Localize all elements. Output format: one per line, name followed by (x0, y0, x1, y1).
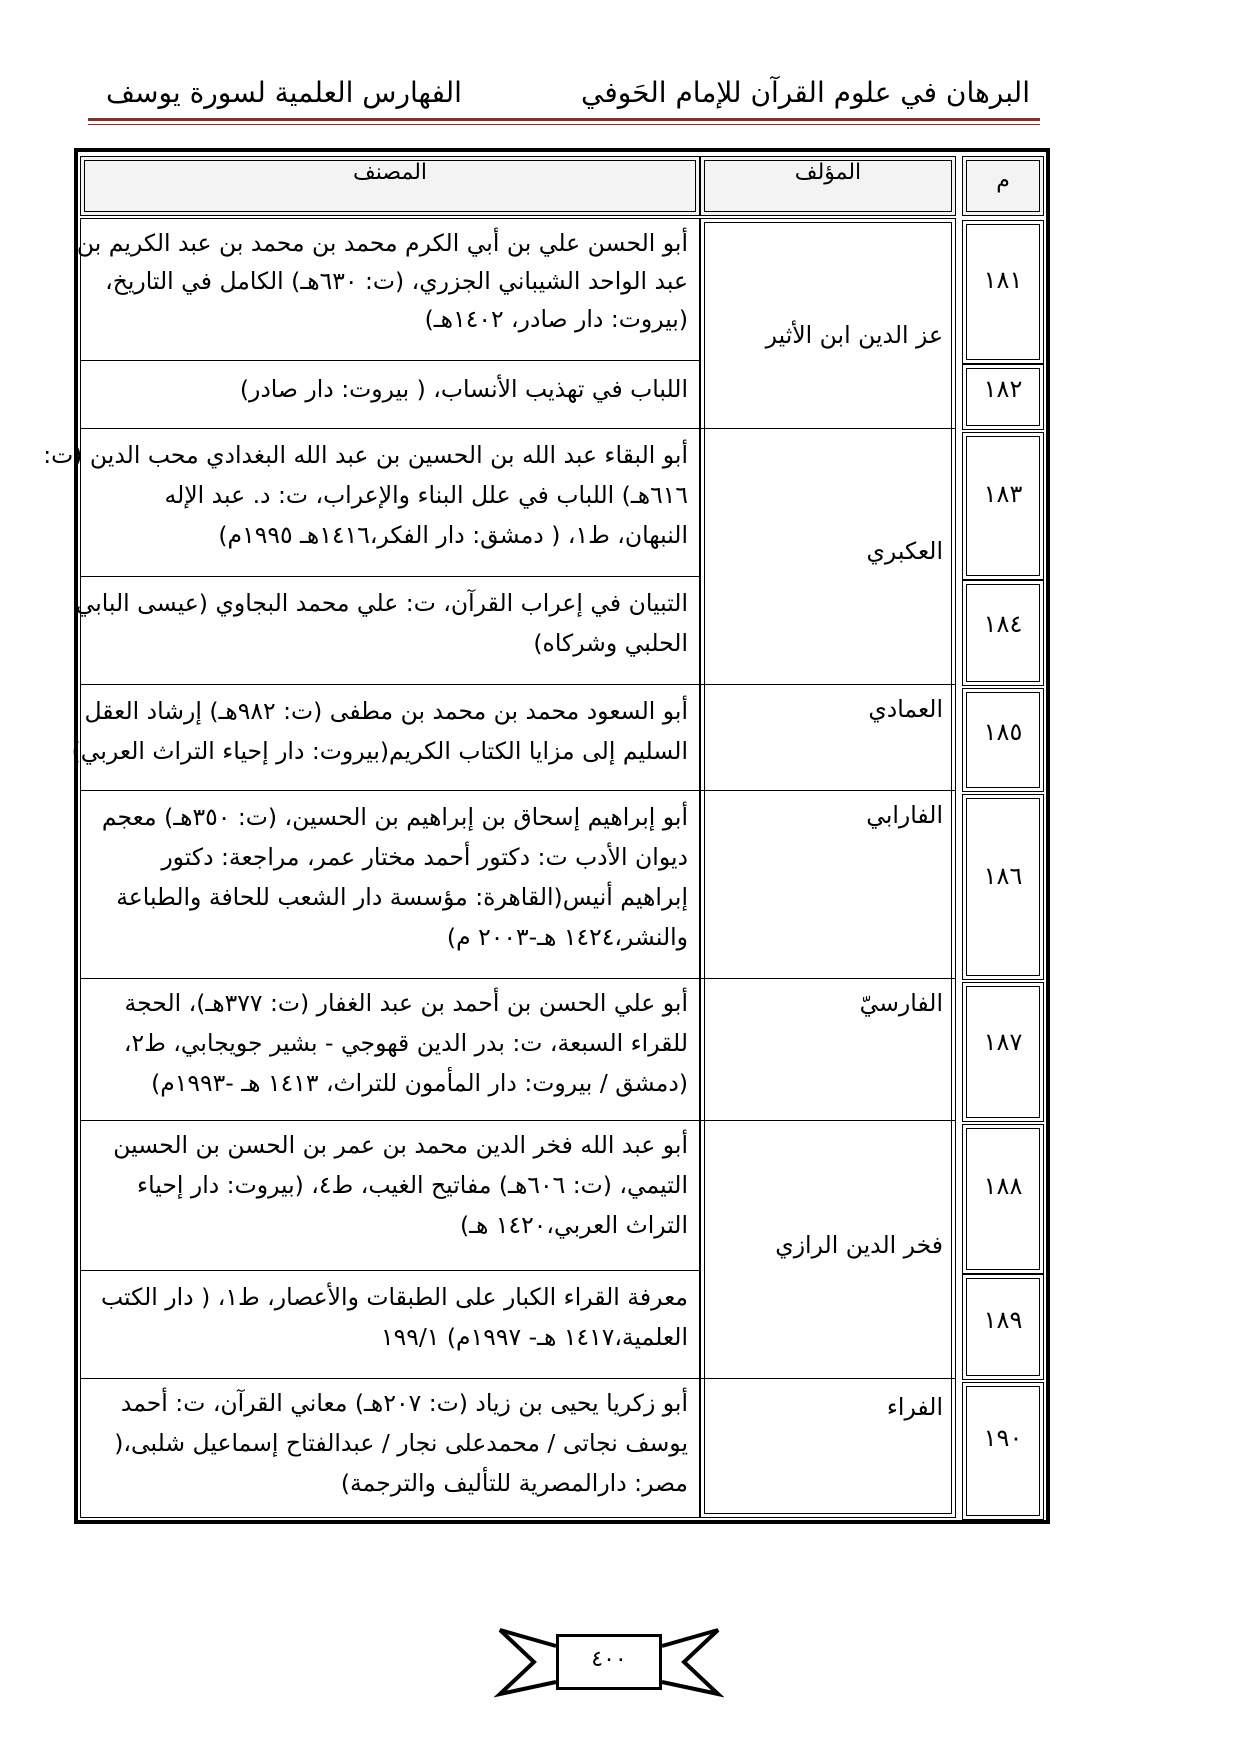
book-title: البرهان في علوم القرآن للإمام الحَوفي (580, 76, 1030, 109)
work-line: أبو السعود محمد بن محمد بن مطفى (ت: ٩٨٢هـ) إرشاد العقل (84, 697, 688, 725)
work-line: والنشر،١٤٢٤ هـ-٢٠٠٣ م) (446, 923, 688, 951)
row-divider (80, 360, 700, 361)
author-column (700, 218, 956, 1518)
author-name: العمادي (868, 695, 943, 723)
work-line: التراث العربي،١٤٢٠ هـ) (460, 1211, 688, 1239)
row-number: ١٨١ (983, 266, 1023, 294)
row-number: ١٨٨ (983, 1172, 1023, 1200)
row-divider (80, 1270, 700, 1271)
work-line: (بيروت: دار صادر، ١٤٠٢هـ) (424, 305, 688, 333)
row-divider (80, 684, 956, 685)
work-line: إبراهيم أنيس(القاهرة: مؤسسة دار الشعب للحافة والطباعة (116, 883, 688, 911)
work-line: للقراء السبعة، ت: بدر الدين قهوجي - بشير جويجابي، ط٢، (123, 1029, 688, 1057)
row-number: ١٨٤ (983, 610, 1023, 638)
header-rule (88, 118, 1040, 121)
row-number: ١٩٠ (983, 1424, 1023, 1452)
author-name: الفراء (886, 1393, 943, 1421)
row-number: ١٨٣ (983, 480, 1023, 508)
work-line: النبهان، ط١، ( دمشق: دار الفكر،١٤١٦هـ ١٩٩٥م) (218, 521, 688, 549)
work-line: التبيان في إعراب القرآن، ت: علي محمد البجاوي (عيسى البابي (75, 589, 688, 617)
row-divider (80, 1378, 956, 1379)
row-divider (80, 790, 956, 791)
work-line: اللباب في تهذيب الأنساب، ( بيروت: دار صادر) (239, 375, 688, 403)
page-number-ribbon (494, 1624, 724, 1704)
row-divider (80, 428, 956, 429)
work-line: التيمي، (ت: ٦٠٦هـ) مفاتيح الغيب، ط٤، (بيروت: دار إحياء (137, 1171, 688, 1199)
work-line: العلمية،١٤١٧ هـ- ١٩٩٧م) ١٩٩/١ (381, 1323, 688, 1351)
work-line: أبو علي الحسن بن أحمد بن عبد الغفار (ت: ٣٧٧هـ)، الحجة (124, 989, 688, 1017)
row-divider (80, 1120, 956, 1121)
work-line: أبو البقاء عبد الله بن الحسين بن عبد الله البغدادي محب الدين (ت: (43, 441, 688, 469)
num-column-label: م (996, 168, 1010, 193)
section-title: الفهارس العلمية لسورة يوسف (106, 76, 462, 109)
work-line: (دمشق / بيروت: دار المأمون للتراث، ١٤١٣ هـ -١٩٩٣م) (151, 1069, 688, 1097)
row-divider (80, 978, 956, 979)
work-line: ٦١٦هـ) اللباب في علل البناء والإعراب، ت: د. عبد الإله (164, 481, 688, 509)
row-number: ١٨٩ (983, 1306, 1023, 1334)
work-line: أبو إبراهيم إسحاق بن إبراهيم بن الحسين، (ت: ٣٥٠هـ) معجم (101, 803, 688, 831)
author-name: عز الدين ابن الأثير (765, 321, 943, 349)
author-name: الفارابي (866, 801, 943, 829)
work-line: معرفة القراء الكبار على الطبقات والأعصار، ط١، ( دار الكتب (100, 1283, 688, 1311)
row-number: ١٨٧ (983, 1028, 1023, 1056)
work-line: يوسف نجاتى / محمدعلى نجار / عبدالفتاح إسماعيل شلبى،( (114, 1429, 688, 1457)
row-number: ١٨٦ (983, 862, 1023, 890)
author-name: فخر الدين الرازي (775, 1231, 943, 1259)
work-line: أبو الحسن علي بن أبي الكرم محمد بن محمد بن عبد الكريم بن (76, 229, 688, 257)
author-column-label: المؤلف (794, 160, 862, 185)
row-number: ١٨٢ (983, 375, 1023, 403)
work-line: السليم إلى مزايا الكتاب الكريم(بيروت: دار إحياء التراث العربي) (71, 737, 688, 765)
work-line: الحلبي وشركاه) (533, 629, 688, 657)
work-line: عبد الواحد الشيباني الجزري، (ت: ٦٣٠هـ) الكامل في التاريخ، (105, 267, 688, 295)
work-line: ديوان الأدب ت: دكتور أحمد مختار عمر، مراجعة: دكتور (161, 843, 688, 871)
row-divider (80, 576, 700, 577)
work-line: أبو عبد الله فخر الدين محمد بن عمر بن الحسن بن الحسين (113, 1131, 688, 1159)
author-name: العكبري (866, 537, 943, 565)
header-rule-thin (88, 124, 1040, 125)
work-column-label: المصنف (352, 160, 428, 185)
work-line: مصر: دارالمصرية للتأليف والترجمة) (340, 1469, 688, 1497)
row-number: ١٨٥ (983, 718, 1023, 746)
work-line: أبو زكريا يحيى بن زياد (ت: ٢٠٧هـ) معاني القرآن، ت: أحمد (120, 1389, 688, 1417)
page-number: ٤٠٠ (556, 1634, 662, 1690)
author-name: الفارسيّ (859, 989, 943, 1017)
page-header (88, 68, 1040, 128)
